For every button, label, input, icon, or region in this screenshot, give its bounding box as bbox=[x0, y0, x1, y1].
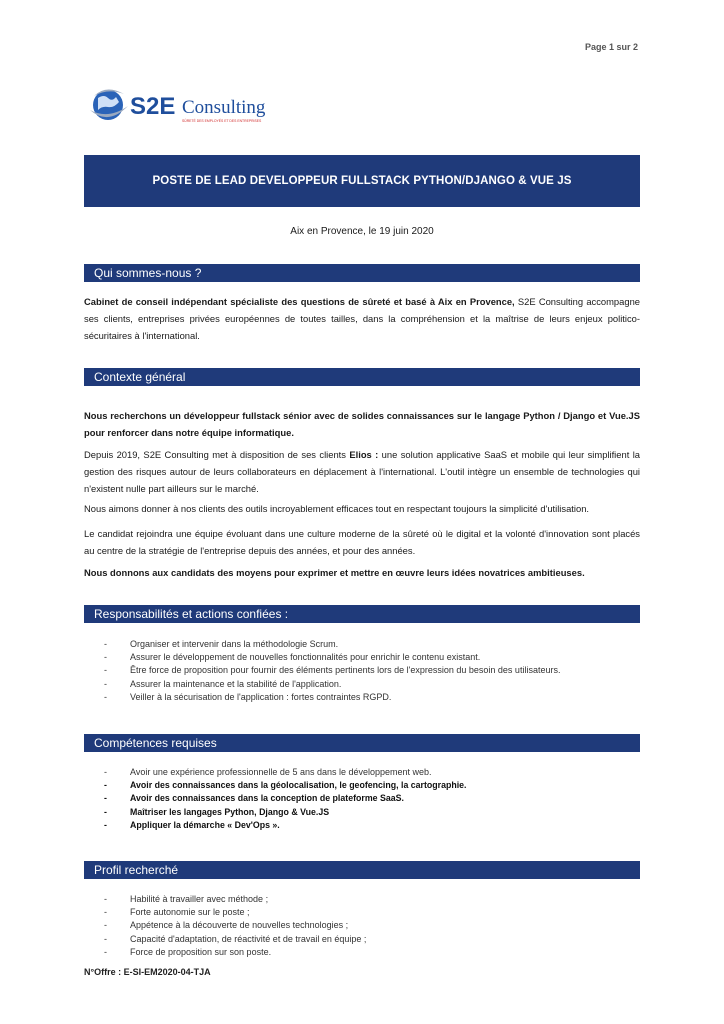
product-name: Elios : bbox=[349, 449, 379, 460]
responsibilities-list bbox=[104, 638, 634, 704]
about-bold-intro: Cabinet de conseil indépendant spécialiste des questions de sûreté et basé à Aix en Provence, bbox=[84, 296, 515, 307]
job-title: POSTE DE LEAD DEVELOPPEUR FULLSTACK PYTHON/DJANGO & VUE JS bbox=[152, 175, 572, 187]
context-paragraph-4: Le candidat rejoindra une équipe évoluant dans une culture moderne de la sûreté où le digital et la volonté d'innovation sont placés au centre de la stratégie de l'entreprise depuis des années, et pour des années. bbox=[84, 528, 640, 556]
list-item: - Habilité à travailler avec méthode ; bbox=[104, 893, 634, 906]
logo-name: Consulting bbox=[182, 97, 266, 118]
page-number: Page 1 sur 2 bbox=[584, 42, 638, 52]
skills-list bbox=[104, 766, 634, 832]
list-item: - Être force de proposition pour fournir des éléments pertinents lors de l'expression du besoin des utilisateurs. bbox=[104, 664, 634, 677]
list-item: - Avoir une expérience professionnelle de 5 ans dans le développement web. bbox=[104, 766, 634, 779]
context-paragraph-1: Nous recherchons un développeur fullstack sénior avec de solides connaissances sur le langage Python / Django et Vue.JS pour renforcer dans notre équipe informatique. bbox=[84, 410, 640, 438]
section-heading-skills: Compétences requises bbox=[84, 734, 640, 752]
list-item: - Appétence à la découverte de nouvelles technologies ; bbox=[104, 919, 634, 932]
offer-reference: N°Offre : E-SI-EM2020-04-TJA bbox=[84, 967, 211, 977]
list-item: - Organiser et intervenir dans la méthodologie Scrum. bbox=[104, 638, 634, 651]
dateline: Aix en Provence, le 19 juin 2020 bbox=[290, 226, 434, 237]
list-item: - Assurer la maintenance et la stabilité de l'application. bbox=[104, 678, 634, 691]
section-heading-context: Contexte général bbox=[84, 368, 640, 386]
list-item: - Maîtriser les langages Python, Django & Vue.JS bbox=[104, 806, 634, 819]
list-item: - Avoir des connaissances dans la conception de plateforme SaaS. bbox=[104, 792, 634, 805]
context-paragraph-5: Nous donnons aux candidats des moyens pour exprimer et mettre en œuvre leurs idées novatrices ambitieuses. bbox=[84, 567, 585, 578]
logo-brand: S2E bbox=[130, 93, 176, 120]
company-logo bbox=[86, 80, 286, 130]
section-heading-about: Qui sommes-nous ? bbox=[84, 264, 640, 282]
list-item: - Capacité d'adaptation, de réactivité et de travail en équipe ; bbox=[104, 933, 634, 946]
logo-tagline: SÛRETÉ DES EMPLOYÉS ET DES ENTREPRISES bbox=[182, 119, 262, 123]
list-item: - Appliquer la démarche « Dev'Ops ». bbox=[104, 819, 634, 832]
list-item: - Avoir des connaissances dans la géolocalisation, le geofencing, la cartographie. bbox=[104, 779, 634, 792]
list-item: - Assurer le développement de nouvelles fonctionnalités pour enrichir le contenu existant. bbox=[104, 651, 634, 664]
list-item: - Force de proposition sur son poste. bbox=[104, 946, 634, 959]
context-paragraph-3: Nous aimons donner à nos clients des outils incroyablement efficaces tout en respectant toujours la simplicité d'utilisation. bbox=[84, 503, 590, 514]
list-item: - Forte autonomie sur le poste ; bbox=[104, 906, 634, 919]
context-paragraph-2: Depuis 2019, S2E Consulting met à disposition de ses clients Elios : une solution applicative SaaS et mobile qui leur simplifient la gestion des risques autour de leurs collaborateurs en déplacement à l'international. L'outil intègre un ensemble de technologies qui n'existent nulle part ailleurs sur le marché. bbox=[84, 449, 640, 494]
job-title-banner bbox=[84, 155, 640, 207]
about-paragraph bbox=[84, 293, 640, 344]
section-heading-responsibilities: Responsabilités et actions confiées : bbox=[84, 605, 640, 623]
globe-icon bbox=[90, 89, 128, 120]
about-text: S2E Consulting accompagne ses clients, entreprises privées européennes de toutes tailles, dans la compréhension et la maîtrise de leurs enjeux politico-sécuritaires à l'international. bbox=[84, 296, 641, 341]
list-item: - Veiller à la sécurisation de l'application : fortes contraintes RGPD. bbox=[104, 691, 634, 704]
profile-list bbox=[104, 893, 634, 959]
section-heading-profile: Profil recherché bbox=[84, 861, 640, 879]
